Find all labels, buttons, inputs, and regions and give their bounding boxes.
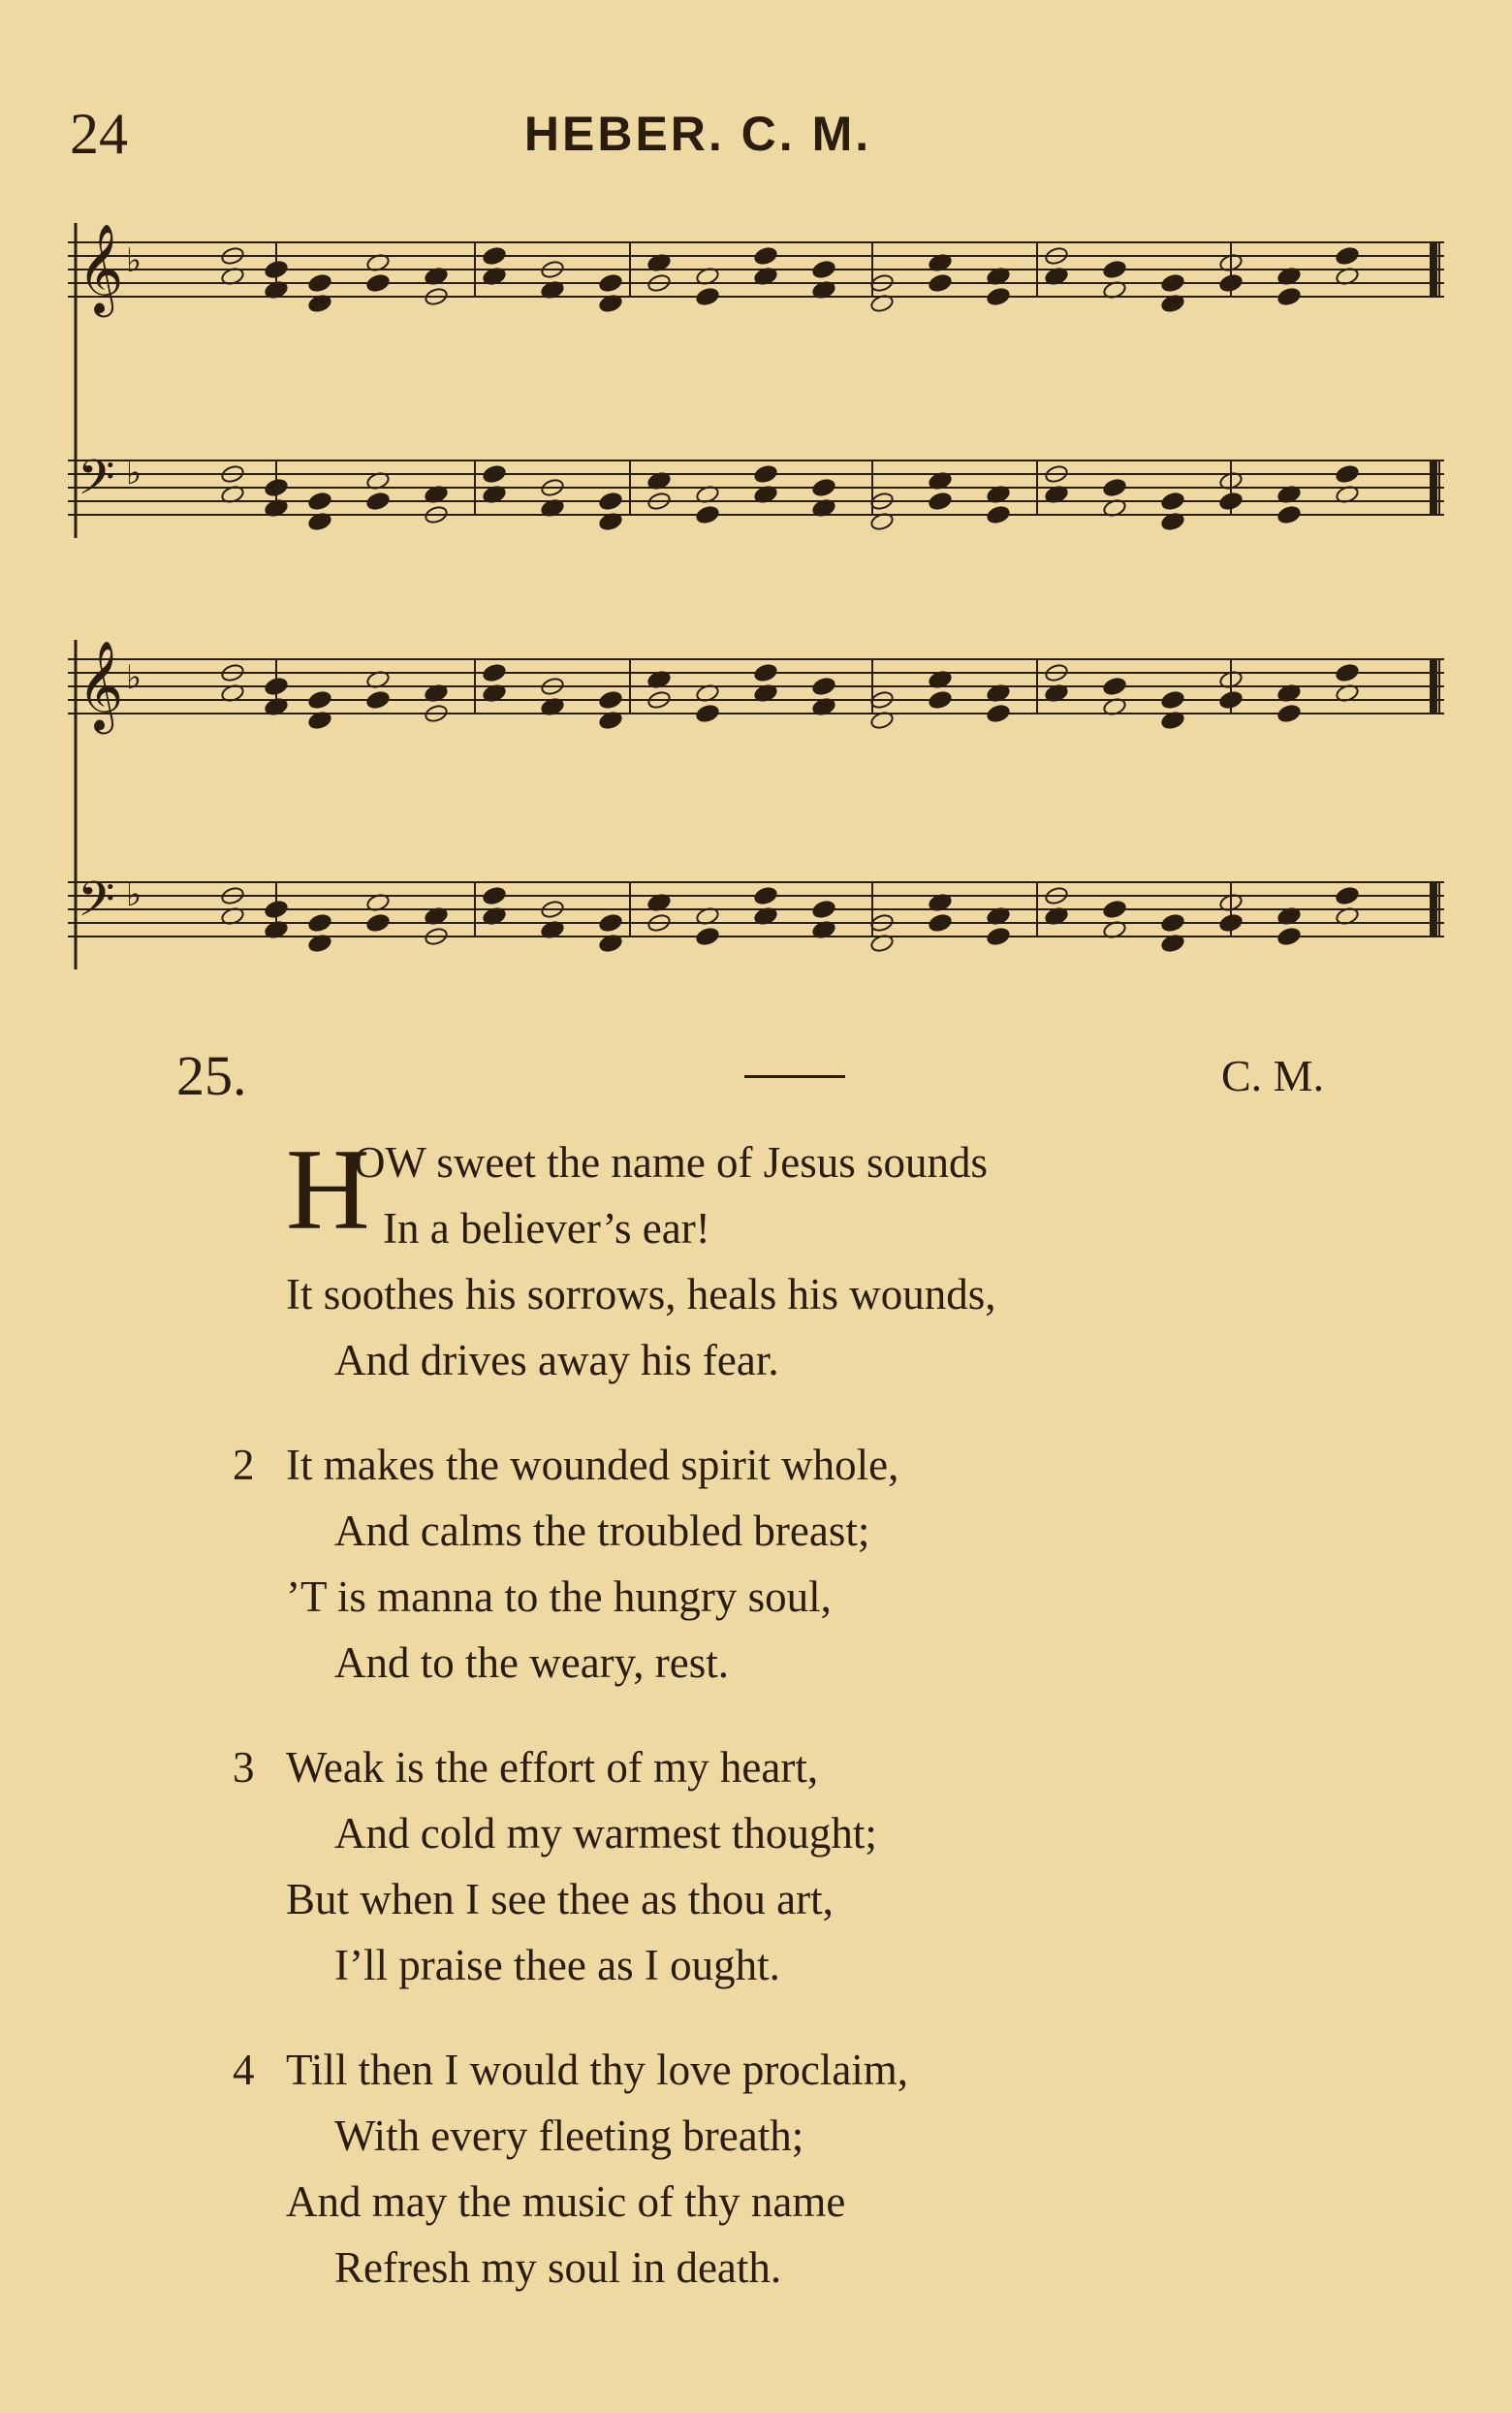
- hymn-number: 25.: [176, 1044, 247, 1107]
- score-system-2: [68, 640, 1444, 969]
- flat-sign-icon: ♭: [126, 454, 142, 492]
- hymn-header: [0, 1042, 1512, 1110]
- score-system-1: [68, 223, 1444, 538]
- running-title: HEBER. C. M.: [523, 107, 872, 161]
- stanza-line: And cold my warmest thought;: [334, 1809, 877, 1857]
- stanza-line: Refresh my soul in death.: [334, 2243, 782, 2292]
- bass-clef-icon: 𝄢: [78, 450, 115, 518]
- treble-clef-icon: 𝄞: [78, 223, 124, 313]
- page-number: 24: [70, 102, 128, 166]
- stanza-number: 4: [233, 2046, 255, 2094]
- stanza-line: With every fleeting breath;: [334, 2111, 804, 2160]
- stanza-2: [0, 1432, 1512, 1696]
- stanza-line: And may the music of thy name: [286, 2177, 846, 2226]
- treble-staff-2: [68, 659, 1444, 730]
- stanza-line: [0, 1195, 1512, 1261]
- stanza-line: And to the weary, rest.: [334, 1638, 729, 1687]
- treble-staff-1: [68, 242, 1444, 313]
- stanza-3: [0, 1734, 1512, 1998]
- stanza-line: ’T is manna to the hungry soul,: [286, 1572, 832, 1621]
- stanza-1: [0, 1125, 1512, 1393]
- hymn-verses: [0, 1125, 1512, 2339]
- stanza-line: Weak is the effort of my heart,: [286, 1743, 819, 1792]
- stanza-line: Till then I would thy love proclaim,: [286, 2046, 909, 2094]
- bass-staff-1: [68, 460, 1444, 531]
- flat-sign-icon: ♭: [126, 658, 142, 697]
- hymn-header-rule: [744, 1075, 845, 1078]
- stanza-line: I’ll praise thee as I ought.: [334, 1941, 780, 1989]
- stanza-line: And calms the troubled breast;: [334, 1507, 870, 1555]
- bass-clef-icon: 𝄢: [78, 872, 115, 939]
- treble-clef-icon: 𝄞: [78, 640, 124, 730]
- stanza-number: 2: [233, 1441, 255, 1489]
- music-score: [68, 204, 1464, 999]
- bass-staff-2: [68, 882, 1444, 953]
- first-line-text: OW sweet the name of Jesus sounds: [354, 1138, 989, 1187]
- second-line-text: In a believer’s ear!: [383, 1204, 710, 1253]
- stanza-line: It makes the wounded spirit whole,: [286, 1441, 899, 1489]
- hymn-meter: C. M.: [1221, 1051, 1325, 1100]
- stanza-line: But when I see thee as thou art,: [286, 1875, 834, 1923]
- stanza-4: [0, 2037, 1512, 2301]
- stanza-number: 3: [233, 1743, 255, 1792]
- stanza-line: And drives away his fear.: [334, 1336, 779, 1384]
- flat-sign-icon: ♭: [126, 241, 142, 280]
- flat-sign-icon: ♭: [126, 875, 142, 914]
- drop-cap: H: [286, 1125, 370, 1254]
- stanza-line: It soothes his sorrows, heals his wounds,: [286, 1270, 996, 1318]
